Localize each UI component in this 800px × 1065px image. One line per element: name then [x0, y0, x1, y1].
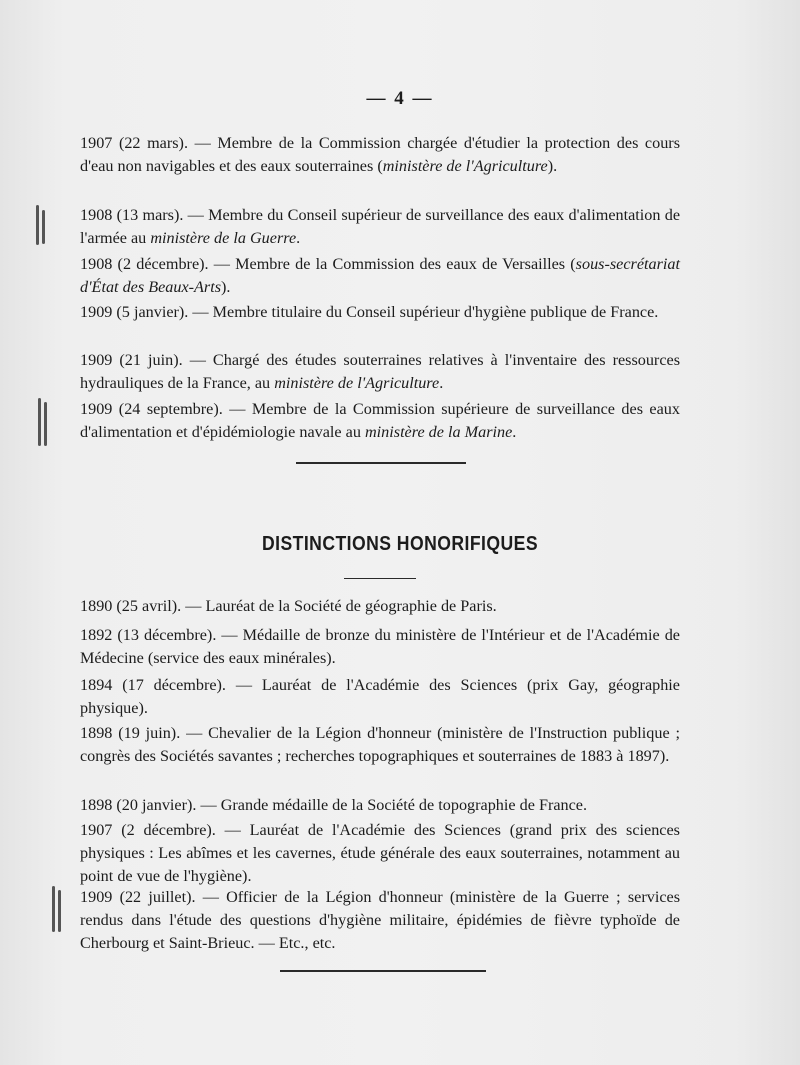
entry-tail: ). — [547, 157, 558, 175]
entry-text: — Membre du Conseil supérieur de surveillance des eaux d'alimentation de l'armée au — [80, 206, 680, 247]
entry-tail: ). — [221, 278, 231, 296]
section-title: DISTINCTIONS HONORIFIQUES — [262, 533, 538, 555]
entry-1890-25-avril — [80, 595, 680, 618]
entry-tail: . — [512, 423, 517, 441]
entry-date: 1909 (24 septembre). — [80, 400, 223, 418]
entry-text: — Lauréat de l'Académie des Sciences (grand prix des sciences physiques : Les abîmes et les cavernes, étude générale des eaux souterraines, notamment au point de vue de l'hygiène). — [80, 821, 680, 885]
entry-date: 1908 (13 mars). — [80, 206, 184, 224]
section-divider-top — [296, 462, 466, 464]
entry-1909-22-juillet — [80, 886, 680, 955]
entry-tail: . — [439, 374, 444, 392]
entry-date: 1908 (2 décembre). — [80, 255, 209, 273]
entry-italic: ministère de l'Agriculture — [274, 374, 440, 392]
entry-date: 1894 (17 décembre). — [80, 676, 226, 694]
section-divider-bottom — [280, 970, 486, 972]
entry-tail: . — [296, 229, 301, 247]
entry-text: — Grande médaille de la Société de topographie de France. — [196, 796, 588, 814]
entry-1909-5-janvier — [80, 301, 680, 324]
entry-date: 1898 (19 juin). — [80, 724, 181, 742]
margin-mark-3 — [38, 398, 41, 446]
entry-text: — Officier de la Légion d'honneur (ministère de la Guerre ; services rendus dans l'étude des questions d'hygiène militaire, épidémies de fièvre typhoïde de Cherbourg et Saint-Brieuc. — Etc., etc. — [80, 888, 680, 952]
entry-italic: sous-secrétariat d'État des Beaux-Arts — [80, 255, 680, 296]
entry-italic: ministère de la Marine — [364, 423, 513, 441]
margin-mark-6 — [58, 890, 61, 932]
entry-text: — Membre de la Commission chargée d'étudier la protection des cours d'eau non navigables et des eaux souterraines ( — [80, 134, 680, 175]
margin-mark-4 — [44, 402, 47, 446]
entry-date: 1898 (20 janvier). — [80, 796, 197, 814]
margin-mark-1 — [36, 205, 39, 245]
margin-mark-5 — [52, 886, 55, 932]
entry-1909-21-juin — [80, 349, 680, 395]
entry-1907-2-decembre — [80, 819, 680, 888]
entry-date: 1907 (22 mars). — [80, 134, 188, 152]
entry-date: 1909 (5 janvier). — [80, 303, 189, 321]
entry-1892-13-decembre — [80, 624, 680, 670]
entry-date: 1909 (21 juin). — [80, 351, 183, 369]
entry-date: 1909 (22 juillet). — [80, 888, 196, 906]
entry-1898-20-janvier — [80, 794, 680, 817]
entry-text: — Médaille de bronze du ministère de l'Intérieur et de l'Académie de Médecine (service des eaux minérales). — [80, 626, 680, 667]
entry-italic: ministère de l'Agriculture — [382, 157, 548, 175]
entry-text: — Membre de la Commission supérieure de surveillance des eaux d'alimentation et d'épidémiologie navale au — [80, 400, 680, 441]
entry-1907-22-mars — [80, 132, 680, 178]
entry-text: — Membre de la Commission des eaux de Versailles ( — [208, 255, 576, 273]
entry-italic: ministère de la Guerre — [150, 229, 297, 247]
margin-mark-2 — [42, 210, 45, 244]
title-underline — [344, 578, 416, 579]
entry-1909-24-septembre — [80, 398, 680, 444]
entry-date: 1890 (25 avril). — [80, 597, 182, 615]
entry-date: 1892 (13 décembre). — [80, 626, 217, 644]
entry-text: — Chevalier de la Légion d'honneur (ministère de l'Instruction publique ; congrès des Sociétés savantes ; recherches topographiques et souterraines de 1883 à 1897). — [80, 724, 681, 765]
entry-1894-17-decembre — [80, 674, 680, 720]
entry-1908-2-decembre — [80, 253, 680, 299]
entry-date: 1907 (2 décembre). — [80, 821, 216, 839]
entry-text: — Lauréat de la Société de géographie de Paris. — [181, 597, 497, 615]
entry-1908-13-mars — [80, 204, 680, 250]
entry-1898-19-juin — [80, 722, 680, 768]
page-number: — 4 — — [366, 88, 434, 109]
entry-text: — Chargé des études souterraines relatives à l'inventaire des ressources hydrauliques de la France, au — [80, 351, 680, 392]
entry-text: — Lauréat de l'Académie des Sciences (prix Gay, géographie physique). — [80, 676, 680, 717]
entry-text: — Membre titulaire du Conseil supérieur d'hygiène publique de France. — [188, 303, 659, 321]
